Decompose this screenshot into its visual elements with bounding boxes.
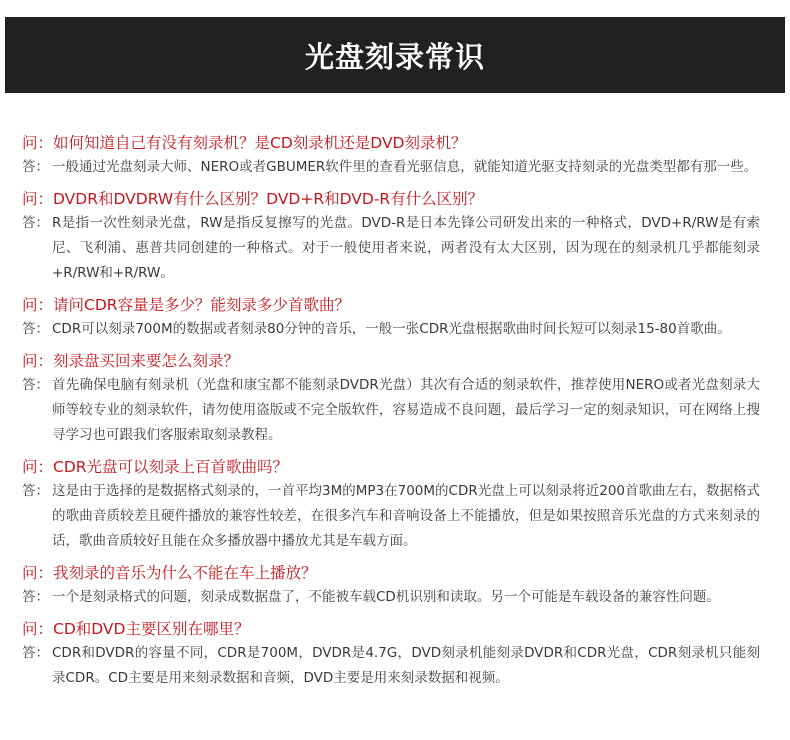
question-prefix: 问： [22, 564, 54, 582]
answer-text: CDR可以刻录700M的数据或者刻录80分钟的音乐，一般一张CDR光盘根据歌曲时间长短可以刻录15-80首歌曲。 [52, 321, 731, 337]
faq-answer [22, 317, 760, 342]
faq-question [22, 349, 760, 373]
question-prefix: 问： [22, 352, 54, 370]
faq-question [22, 293, 760, 317]
faq-item [22, 187, 760, 286]
faq-answer [22, 479, 760, 554]
question-prefix: 问： [22, 296, 54, 314]
question-prefix: 问： [22, 190, 54, 208]
faq-answer [22, 155, 760, 180]
answer-text: R是指一次性刻录光盘，RW是指反复擦写的光盘。DVD-R是日本先锋公司研发出来的一种格式，DVD+R/RW是有索尼、飞利浦、惠普共同创建的一种格式。对于一般使用者来说，两者没有太大区别，因为现在的刻录机几乎都能刻录+R/RW和+R/RW。 [52, 215, 760, 281]
question-text: 请问CDR容量是多少？能刻录多少首歌曲？ [53, 296, 351, 314]
faq-answer [22, 211, 760, 286]
answer-text: CDR和DVDR的容量不同，CDR是700M，DVDR是4.7G，DVD刻录机能刻录DVDR和CDR光盘，CDR刻录机只能刻录CDR。CD主要是用来刻录数据和音频，DVD主要是用来刻录数据和视频。 [52, 645, 760, 686]
header-banner [5, 17, 785, 93]
question-text: 如何知道自己有没有刻录机？是CD刻录机还是DVD刻录机？ [53, 134, 467, 152]
question-text: 刻录盘买回来要怎么刻录？ [53, 352, 240, 370]
page-title: 光盘刻录常识 [304, 39, 485, 74]
question-text: DVDR和DVDRW有什么区别？DVD+R和DVD-R有什么区别？ [53, 190, 484, 208]
faq-question [22, 187, 760, 211]
faq-answer [22, 373, 760, 448]
answer-prefix: 答： [22, 159, 49, 175]
answer-text: 这是由于选择的是数据格式刻录的，一首平均3M的MP3在700M的CDR光盘上可以刻录将近200首歌曲左右，数据格式的歌曲音质较差且硬件播放的兼容性较差，在很多汽车和音响设备上不能播放，但是如果按照音乐光盘的方式来刻录的话，歌曲音质较好且能在众多播放器中播放尤其是车载方面。 [52, 483, 760, 549]
faq-answer [22, 641, 760, 691]
faq-item [22, 561, 760, 610]
answer-prefix: 答： [22, 645, 49, 661]
faq-list [22, 131, 760, 691]
faq-item [22, 617, 760, 691]
answer-text: 一般通过光盘刻录大师、NERO或者GBUMER软件里的查看光驱信息，就能知道光驱支持刻录的光盘类型都有那一些。 [52, 159, 758, 175]
question-prefix: 问： [22, 134, 54, 152]
question-text: CD和DVD主要区别在哪里？ [53, 620, 250, 638]
faq-item [22, 293, 760, 342]
faq-item [22, 455, 760, 554]
question-text: CDR光盘可以刻录上百首歌曲吗？ [53, 458, 289, 476]
faq-question [22, 131, 760, 155]
faq-item [22, 349, 760, 448]
answer-prefix: 答： [22, 215, 49, 231]
answer-prefix: 答： [22, 589, 49, 605]
question-prefix: 问： [22, 458, 54, 476]
faq-question [22, 561, 760, 585]
answer-prefix: 答： [22, 377, 49, 393]
faq-answer [22, 585, 760, 610]
faq-question [22, 455, 760, 479]
answer-prefix: 答： [22, 321, 49, 337]
answer-text: 一个是刻录格式的问题，刻录成数据盘了，不能被车载CD机识别和读取。另一个可能是车载设备的兼容性问题。 [52, 589, 720, 605]
question-prefix: 问： [22, 620, 54, 638]
faq-question [22, 617, 760, 641]
answer-text: 首先确保电脑有刻录机（光盘和康宝都不能刻录DVDR光盘）其次有合适的刻录软件，推荐使用NERO或者光盘刻录大师等较专业的刻录软件，请勿使用盗版或不完全版软件，容易造成不良问题，最后学习一定的刻录知识，可在网络上搜寻学习也可跟我们客服索取刻录教程。 [52, 377, 760, 443]
question-text: 我刻录的音乐为什么不能在车上播放？ [53, 564, 317, 582]
answer-prefix: 答： [22, 483, 49, 499]
faq-item [22, 131, 760, 180]
